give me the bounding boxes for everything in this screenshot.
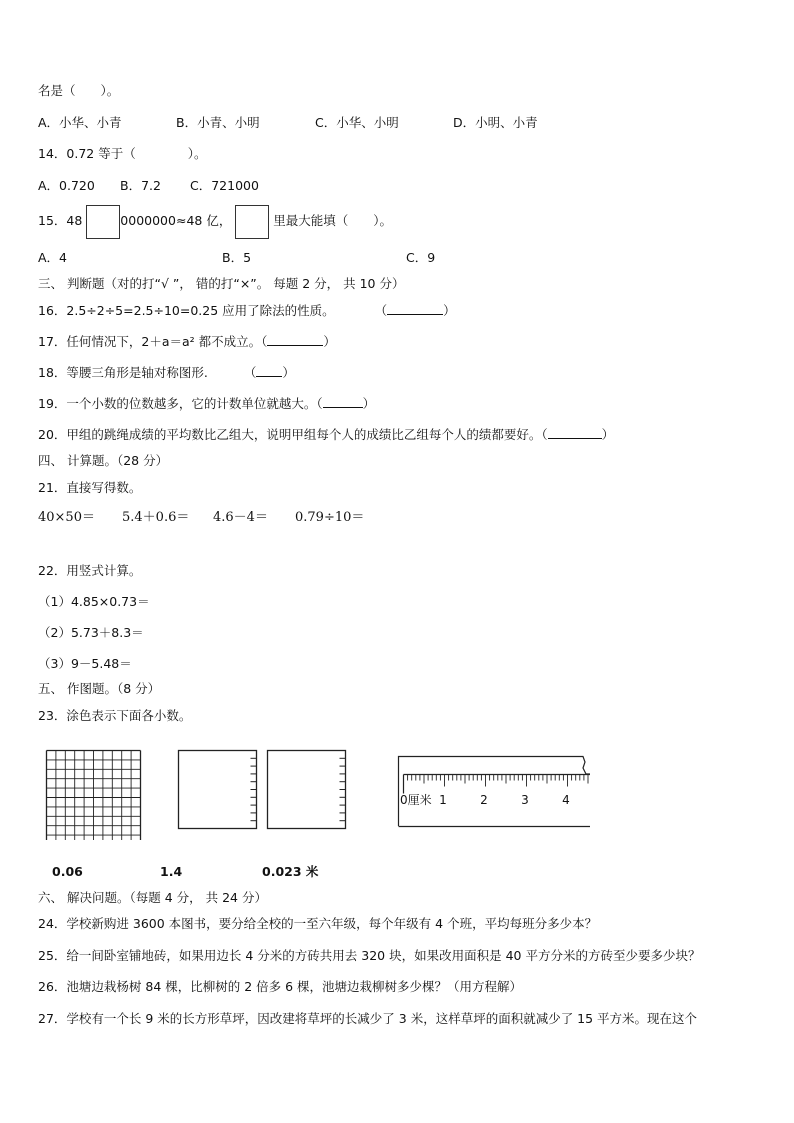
q21-item-3: 4.6－4＝ [213, 510, 268, 525]
unit-square-1 [179, 751, 257, 829]
ruler-tick-marks [404, 775, 589, 787]
q15-tail: 里最大能填（ ）。 [273, 213, 393, 228]
q20 [38, 426, 614, 443]
q17-paren-close: ） [323, 334, 336, 349]
q15-option-a: A．4 [38, 250, 68, 265]
q22-item-1: （1）4.85×0.73＝ [38, 594, 150, 609]
ruler-tick-2: 2 [480, 793, 488, 807]
q14-stem [38, 146, 206, 162]
unit-square-1-ticks [251, 758, 257, 820]
q15-digit-box-ref [235, 205, 269, 239]
q23-label-2: 1.4 [160, 864, 183, 879]
q13-stem-tail: 名是（ ）。 [38, 83, 120, 98]
section-4-title: 四、 计算题。（28 分） [38, 453, 169, 468]
q21-item-1: 40×50＝ [38, 510, 95, 525]
q21-item-4: 0.79÷10＝ [295, 510, 365, 525]
unit-square-2-ticks [340, 758, 346, 820]
q15-option-b: B．5 [222, 250, 252, 265]
q23-figures [0, 740, 620, 840]
q19 [38, 395, 375, 412]
q24: 24．学校新购进 3600 本图书，要分给全校的一至六年级，每个年级有 4 个班，平均每班分多少本？ [38, 916, 598, 931]
q18-answer-blank[interactable] [256, 364, 282, 377]
q15-stem [38, 204, 392, 239]
q17-answer-blank[interactable] [267, 333, 323, 346]
q16-text: 16．2.5÷2÷5=2.5÷10=0.25 应用了除法的性质。 [38, 303, 335, 318]
q22-item-2: （2）5.73＋8.3＝ [38, 625, 144, 640]
unit-square-2 [268, 751, 346, 829]
q18-text: 18．等腰三角形是轴对称图形. [38, 365, 208, 380]
section-6-title: 六、 解决问题。（每题 4 分， 共 24 分） [38, 890, 267, 905]
q14-stem-b: ）。 [187, 146, 207, 161]
q19-answer-blank[interactable] [323, 395, 363, 408]
q22-title: 22．用竖式计算。 [38, 563, 142, 578]
q16-paren-close: ） [443, 303, 456, 318]
q23-label-3: 0.023 米 [262, 864, 319, 879]
q13-option-d: D．小明、小青 [453, 115, 538, 130]
q15-num: 15．48 [38, 213, 83, 228]
q27: 27．学校有一个长 9 米的长方形草坪，因改建将草坪的长减少了 3 米，这样草坪的面积就减少了 15 平方米。现在这个 [38, 1011, 698, 1026]
q14-option-b: B．7.2 [120, 178, 161, 193]
q21-title: 21．直接写得数。 [38, 480, 142, 495]
section-3-title: 三、 判断题（对的打“√ ”， 错的打“×”。 每题 2 分， 共 10 分） [38, 276, 405, 291]
q20-answer-blank[interactable] [548, 426, 602, 439]
ruler-unit-label: 0厘米 [400, 793, 432, 807]
q16-paren-open: （ [374, 303, 388, 318]
ruler [399, 757, 591, 827]
q13-option-a: A．小华、小青 [38, 115, 122, 130]
q17 [38, 333, 336, 350]
q17-text: 17．任何情况下，2＋a＝a² 都不成立。（ [38, 334, 268, 349]
q15-option-c: C．9 [406, 250, 436, 265]
q14-option-a: A．0.720 [38, 178, 95, 193]
q15-digit-box [86, 205, 120, 239]
ruler-tick-3: 3 [521, 793, 529, 807]
ruler-tick-4: 4 [562, 793, 570, 807]
q13-option-b: B．小青、小明 [176, 115, 260, 130]
q13-option-c: C．小华、小明 [315, 115, 399, 130]
section-5-title: 五、 作图题。（8 分） [38, 681, 161, 696]
q16-answer-blank[interactable] [387, 302, 443, 315]
q18-paren-close: ） [282, 365, 295, 380]
q22-item-3: （3）9－5.48＝ [38, 656, 132, 671]
q23-title: 23．涂色表示下面各小数。 [38, 708, 192, 723]
q25: 25．给一间卧室铺地砖，如果用边长 4 分米的方砖共用去 320 块，如果改用面积是 40 平方分米的方砖至少要多少块？ [38, 948, 701, 963]
q15-mid: 0000000≈48 亿， [120, 213, 232, 228]
q14-stem-a: 14．0.72 等于（ [38, 146, 136, 161]
q19-text: 19．一个小数的位数越多，它的计数单位就越大。（ [38, 396, 323, 411]
q23-label-1: 0.06 [52, 864, 83, 879]
hundred-grid [47, 751, 141, 841]
q18-paren-open: （ [243, 365, 257, 380]
q21-item-2: 5.4＋0.6＝ [122, 510, 190, 525]
q16 [38, 302, 456, 319]
q19-paren-close: ） [362, 396, 376, 411]
q20-text: 20．甲组的跳绳成绩的平均数比乙组大，说明甲组每个人的成绩比乙组每个人的绩都要好。（ [38, 427, 548, 442]
q14-option-c: C．721000 [190, 178, 259, 193]
ruler-tick-1: 1 [439, 793, 447, 807]
q26: 26．池塘边栽杨树 84 棵，比柳树的 2 倍多 6 棵，池塘边栽柳树多少棵？（用方程解） [38, 979, 523, 994]
q18 [38, 364, 295, 381]
q20-paren-close: ） [601, 427, 615, 442]
